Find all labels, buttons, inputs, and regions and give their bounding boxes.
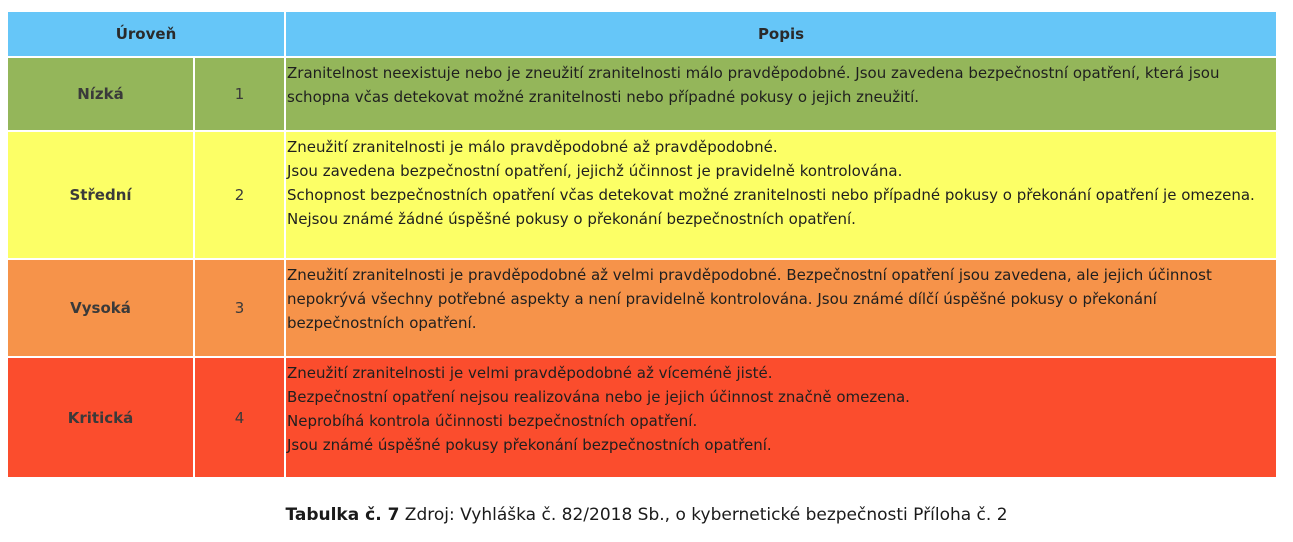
caption-label: Tabulka č. 7 [285,505,400,525]
level-number: 4 [195,358,284,477]
description-line: Nejsou známé žádné úspěšné pokusy o překonání bezpečnostních opatření. [287,210,856,228]
description-line: Neprobíhá kontrola účinnosti bezpečnostních opatření. [287,412,698,430]
header-level: Úroveň [8,12,284,56]
table-row-high [8,260,1276,356]
description-line: Bezpečnostní opatření nejsou realizována nebo je jejich účinnost značně omezena. [287,388,910,406]
table-caption [0,505,1293,525]
description-line: Zranitelnost neexistuje nebo je zneužití zranitelnosti málo pravděpodobné. Jsou zavedena bezpečnostní opatření, která jsou [287,64,1220,82]
level-name: Nízká [8,58,193,130]
level-name: Kritická [8,358,193,477]
table-row-low [8,58,1276,130]
description-line: nepokrývá všechny potřebné aspekty a není pravidelně kontrolována. Jsou známé dílčí úspěšné pokusy o překonání [287,290,1157,308]
table-header-row [8,12,1276,56]
header-description: Popis [286,12,1276,56]
description-line: Jsou zavedena bezpečnostní opatření, jejichž účinnost je pravidelně kontrolována. [287,162,903,180]
level-number: 3 [195,260,284,356]
level-number: 1 [195,58,284,130]
table-row-critical [8,358,1276,477]
description-line: Jsou známé úspěšné pokusy překonání bezpečnostních opatření. [287,436,772,454]
description-line: Zneužití zranitelnosti je pravděpodobné až velmi pravděpodobné. Bezpečnostní opatření jsou zavedena, ale jejich účinnost [287,266,1212,284]
level-name: Střední [8,132,193,258]
level-description [286,58,1276,130]
level-description [286,358,1276,477]
level-description [286,132,1276,258]
caption-text: Zdroj: Vyhláška č. 82/2018 Sb., o kybernetické bezpečnosti Příloha č. 2 [399,505,1008,525]
table-row-medium [8,132,1276,258]
description-line: Zneužití zranitelnosti je málo pravděpodobné až pravděpodobné. [287,138,778,156]
description-line: Zneužití zranitelnosti je velmi pravděpodobné až víceméně jisté. [287,364,773,382]
level-description [286,260,1276,356]
vulnerability-level-table [8,12,1276,477]
description-line: bezpečnostních opatření. [287,314,477,332]
description-line: schopna včas detekovat možné zranitelnosti nebo případné pokusy o jejich zneužití. [287,88,920,106]
level-number: 2 [195,132,284,258]
description-line: Schopnost bezpečnostních opatření včas detekovat možné zranitelnosti nebo případné pokusy o překonání opatření je omezena. [287,186,1255,204]
level-name: Vysoká [8,260,193,356]
